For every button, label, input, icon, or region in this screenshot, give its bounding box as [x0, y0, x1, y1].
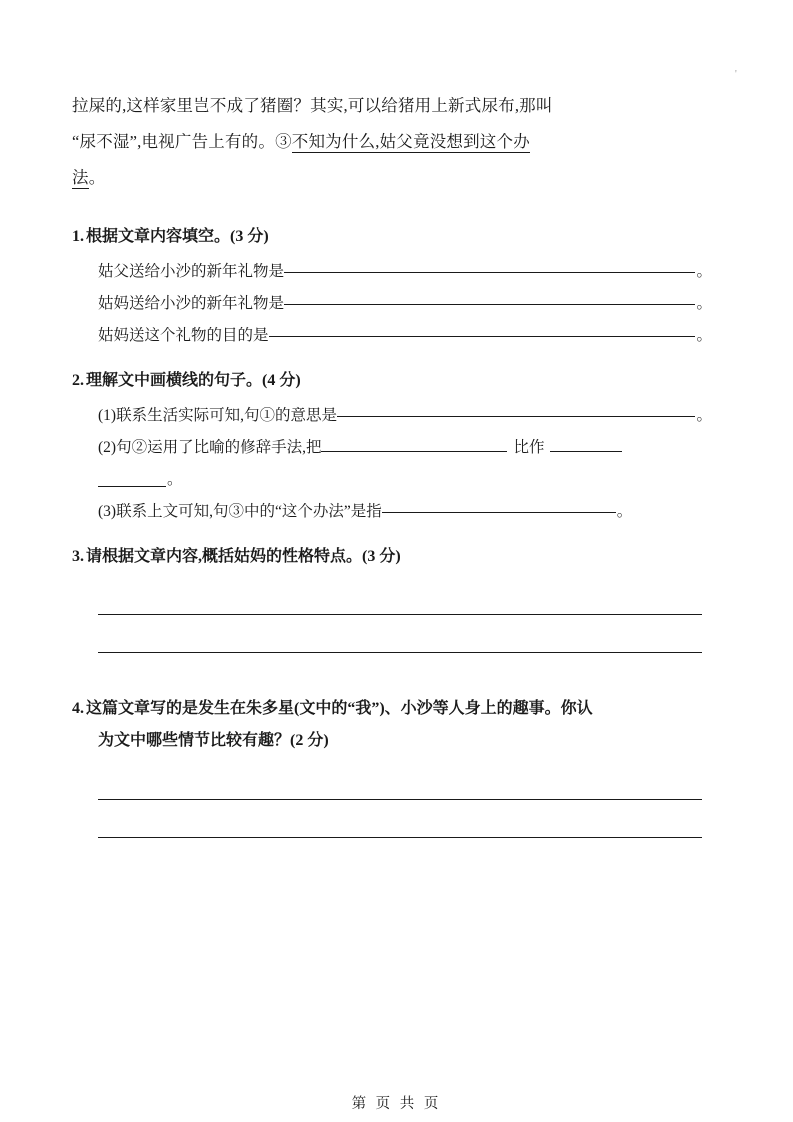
question-3-answer-line-1[interactable]	[98, 614, 702, 615]
question-1-item-3-period: 。	[696, 327, 712, 344]
question-3	[72, 542, 712, 653]
passage-line-3-underlined: 法	[72, 168, 89, 187]
question-1-item-1	[98, 256, 712, 288]
question-2-item-3-period: 。	[616, 503, 633, 520]
question-4	[72, 693, 712, 838]
question-1-number: 1.	[72, 228, 84, 245]
question-1-item-3-blank[interactable]	[269, 318, 696, 337]
page-content	[72, 88, 712, 838]
question-3-number: 3.	[72, 548, 84, 565]
question-1-item-1-label: 姑父送给小沙的新年礼物是	[98, 263, 285, 280]
question-3-heading	[72, 542, 712, 572]
question-2-item-2-blank-a[interactable]	[321, 433, 507, 452]
question-2-item-1	[98, 400, 712, 432]
question-1-item-2	[98, 288, 712, 320]
question-1-item-1-period: 。	[696, 263, 712, 280]
question-3-title: 请根据文章内容,概括姑妈的性格特点。(3 分)	[86, 548, 401, 565]
question-4-title-line2: 为文中哪些情节比较有趣？(2 分)	[98, 732, 329, 749]
passage-line-1	[72, 88, 712, 124]
question-2-item-1-label: (1)联系生活实际可知,句①的意思是	[98, 407, 337, 424]
question-4-answer-line-2[interactable]	[98, 837, 702, 838]
question-2-item-3-label: (3)联系上文可知,句③中的“这个办法”是指	[98, 503, 382, 520]
question-2-number: 2.	[72, 372, 84, 389]
question-1-item-2-period: 。	[696, 295, 712, 312]
question-2-item-2-label: (2)句②运用了比喻的修辞手法,把	[98, 439, 322, 456]
question-2-item-2	[98, 432, 712, 464]
question-1-heading	[72, 222, 712, 252]
question-1-item-1-blank[interactable]	[284, 254, 695, 273]
question-3-answer-line-2[interactable]	[98, 652, 702, 653]
question-2-item-2-mid: 比作	[513, 439, 545, 456]
passage-line-2-plain: “尿不湿”,电视广告上有的。③	[72, 132, 292, 151]
question-2-item-3	[98, 496, 712, 528]
question-2-item-1-blank[interactable]	[337, 398, 696, 417]
question-2-item-2-cont	[98, 464, 712, 496]
question-1-item-2-label: 姑妈送给小沙的新年礼物是	[98, 295, 285, 312]
page-footer: 第 页 共 页	[351, 1096, 442, 1112]
passage-line-3	[72, 160, 712, 196]
question-2-item-2-period: 。	[167, 471, 183, 488]
question-1-item-3-label: 姑妈送这个礼物的目的是	[98, 327, 269, 344]
question-1	[72, 222, 712, 352]
question-2-item-1-period: 。	[696, 407, 712, 424]
question-4-number: 4.	[72, 700, 84, 717]
question-4-answer-line-1[interactable]	[98, 799, 702, 800]
question-2	[72, 366, 712, 528]
question-2-item-2-blank-c[interactable]	[98, 468, 166, 487]
passage-line-2	[72, 124, 712, 160]
question-2-title: 理解文中画横线的句子。(4 分)	[86, 372, 301, 389]
question-1-title: 根据文章内容填空。(3 分)	[86, 228, 269, 245]
question-4-title-line1: 这篇文章写的是发生在朱多星(文中的“我”)、小沙等人身上的趣事。你认	[86, 700, 593, 717]
passage-line-3-plain: 。	[88, 168, 106, 187]
question-1-item-2-blank[interactable]	[284, 286, 695, 305]
question-2-item-3-blank[interactable]	[382, 494, 616, 513]
reading-passage	[72, 88, 712, 196]
page-corner-mark: '	[735, 69, 737, 80]
question-2-item-2-blank-b[interactable]	[550, 433, 622, 452]
passage-line-1-text: 拉屎的,这样家里岂不成了猪圈？其实,可以给猪用上新式尿布,那叫	[72, 96, 553, 115]
question-2-heading	[72, 366, 712, 396]
question-4-heading	[72, 693, 712, 725]
passage-line-2-underlined: 不知为什么,姑父竟没想到这个办	[291, 132, 530, 151]
question-1-item-3	[98, 320, 712, 352]
